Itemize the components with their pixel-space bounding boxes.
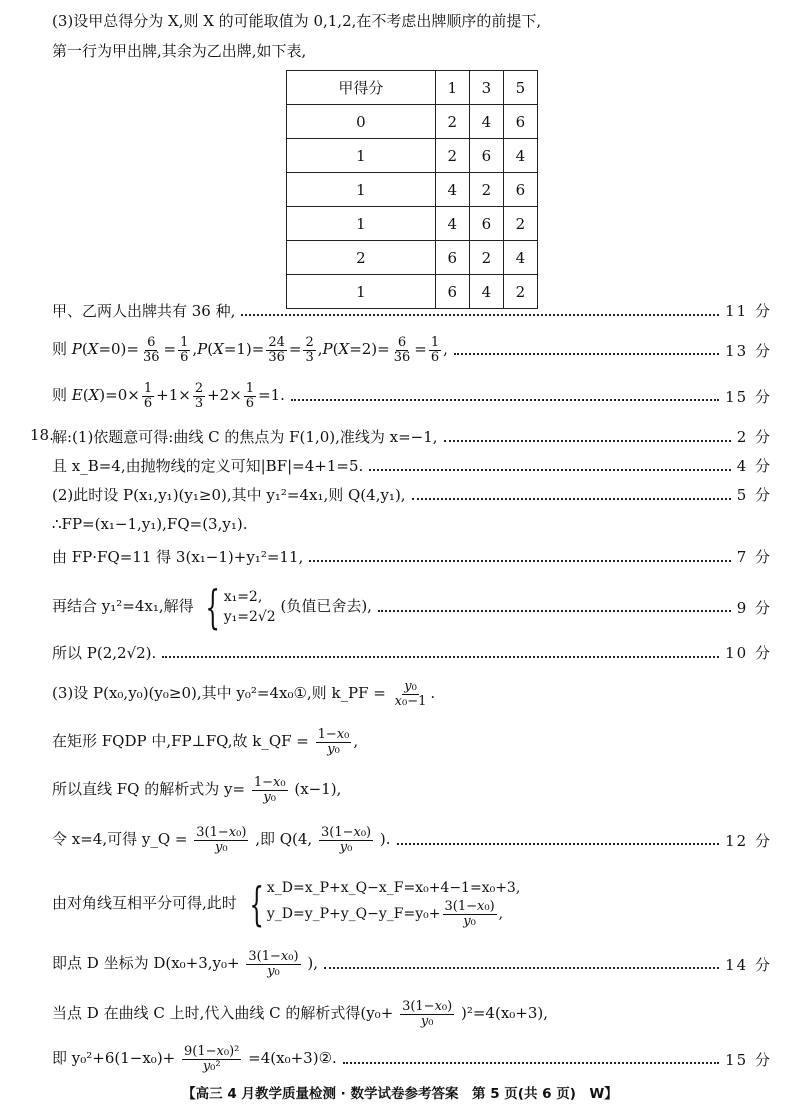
q18-line-10: [52, 776, 772, 804]
table-cell: 5: [503, 71, 537, 105]
suffix-text: (x−1),: [294, 780, 342, 799]
q18-line-6: [52, 580, 772, 634]
table-cell: 1: [435, 71, 469, 105]
leader-dots: [412, 498, 731, 500]
prefix-text: 由对角线互相平分可得,此时: [52, 894, 237, 913]
prefix-text: 所以直线 FQ 的解析式为 y=: [52, 780, 246, 799]
q17-line-2: [52, 336, 772, 364]
q18-line-1: [52, 426, 772, 447]
q17-probabilities: 则 P(X=0)= $\frac{6}{36}$ = $\frac{1}{6}$ ,P(X=1)= $\frac{24}{36}$ = $\frac{2}{3}$ ,P(X=2)= $\frac{6}{36}$ = $\frac{1}{6}$ ,: [52, 335, 448, 365]
q18-diagonal: [52, 877, 521, 932]
table-cell: 1: [287, 139, 436, 173]
table-cell: 4: [503, 139, 537, 173]
suffix-text: )²=4(x₀+3),: [461, 1004, 549, 1023]
q18-line-5: [52, 546, 772, 567]
mid-text: ,即 Q(4,: [255, 830, 313, 849]
score-label: 10 分: [725, 644, 772, 662]
score-label: 15 分: [725, 1050, 772, 1069]
score-label: 2 分: [736, 428, 772, 446]
table-cell: 2: [469, 241, 503, 275]
score-label: 9 分: [736, 598, 772, 617]
table-cell: 2: [287, 241, 436, 275]
table-cell: 2: [435, 105, 469, 139]
table-cell: 0: [287, 105, 436, 139]
intro-line-2: 第一行为甲出牌,其余为乙出牌,如下表,: [52, 42, 307, 60]
leader-dots: [378, 610, 731, 612]
prefix-text: 则: [52, 340, 68, 359]
prefix-text: 即 y₀²+6(1−x₀)+: [52, 1049, 176, 1068]
table-cell: 6: [503, 173, 537, 207]
table-cell: 4: [503, 241, 537, 275]
table-cell: 6: [503, 105, 537, 139]
q18-line-12: [52, 877, 772, 932]
brace-diagonal: { x_D=x_P+x_Q−x_F=x₀+4−1=x₀+3, y_D=y_P+y_Q−y_F=y₀+ $\frac{\text{3(1−x₀)}}{\text{y₀}}$ ,: [248, 877, 521, 932]
leader-dots: [444, 440, 731, 442]
table-cell: 6: [435, 241, 469, 275]
q17-expectation: 则 E(X)=0× $\frac{1}{6}$ +1× $\frac{2}{3}$ +2× $\frac{1}{6}$ =1.: [52, 381, 285, 411]
leader-dots: [324, 967, 719, 969]
table-header-row: [287, 71, 538, 105]
system-row-2: y₁=2√2: [223, 609, 276, 625]
score-table: [286, 70, 538, 309]
q17-text-1: 甲、乙两人出牌共有 36 种,: [52, 302, 236, 320]
table-cell: 2: [503, 275, 537, 309]
q18-text-7: 所以 P(2,2√2).: [52, 644, 157, 662]
score-label: 5 分: [736, 486, 772, 504]
leader-dots: [454, 353, 719, 355]
score-label: 4 分: [736, 457, 772, 475]
table-cell: 6: [469, 139, 503, 173]
q18-line-14: [52, 1000, 772, 1028]
prefix-text: 当点 D 在曲线 C 上时,代入曲线 C 的解析式得(y₀+: [52, 1004, 394, 1023]
table-cell: 2: [503, 207, 537, 241]
q18-point-d: 即点 D 坐标为 D(x₀+3,y₀+ $\frac{\text{3(1−x₀)}}{\text{y₀}}$ ),: [52, 949, 318, 979]
prefix-text: 再结合 y₁²=4x₁,解得: [52, 597, 194, 615]
prefix-text: 令 x=4,可得 y_Q =: [52, 830, 188, 849]
table-row: [287, 139, 538, 173]
q18-line-fq: 所以直线 FQ 的解析式为 y= $\frac{\text{1−x₀}}{\text{y₀}}$ (x−1),: [52, 775, 342, 805]
page-footer: 【高三 4 月教学质量检测 · 数学试卷参考答案 第 5 页(共 6 页) W】: [182, 1086, 618, 1102]
diagonal-row-1: x_D=x_P+x_Q−x_F=x₀+4−1=x₀+3,: [266, 880, 521, 896]
leader-dots: [369, 469, 730, 471]
table-cell: 4: [469, 105, 503, 139]
table-cell: 6: [435, 275, 469, 309]
table-cell: 2: [435, 139, 469, 173]
q18-substitute: 当点 D 在曲线 C 上时,代入曲线 C 的解析式得(y₀+ $\frac{\text{3(1−x₀)}}{\text{y₀}}$ )²=4(x₀+3),: [52, 999, 549, 1029]
q18-line-9: [52, 728, 772, 756]
prefix-text: 则: [52, 386, 68, 405]
table-cell: 甲得分: [287, 71, 436, 105]
table-row: [287, 105, 538, 139]
q18-line-8: [52, 680, 772, 708]
q18-point-q: 令 x=4,可得 y_Q = $\frac{\text{3(1−x₀)}}{\text{y₀}}$ ,即 Q(4, $\frac{\text{3(1−x₀)}}{\text{y₀}}$ ).: [52, 825, 391, 855]
q18-line-7: [52, 642, 772, 663]
score-label: 14 分: [725, 955, 772, 974]
table-cell: 1: [287, 173, 436, 207]
q18-final-eq: 即 y₀²+6(1−x₀)+ $\frac{\text{9(1−x₀)²}}{\text{y₀²}}$ =4(x₀+3)②.: [52, 1044, 337, 1074]
leader-dots: [397, 843, 720, 845]
q18-line-13: [52, 950, 772, 978]
leader-dots: [241, 314, 719, 316]
q18-system: [52, 580, 372, 634]
q18-line-15: [52, 1045, 772, 1073]
table-cell: 1: [287, 207, 436, 241]
prefix-text: 在矩形 FQDP 中,FP⊥FQ,故 k_QF =: [52, 732, 309, 751]
table-cell: 4: [469, 275, 503, 309]
q18-text-4: ∴FP=(x₁−1,y₁),FQ=(3,y₁).: [52, 515, 248, 533]
q18-line-4: [52, 515, 772, 533]
table-cell: 1: [287, 275, 436, 309]
leader-dots: [343, 1062, 719, 1064]
score-label: 15 分: [725, 387, 772, 406]
score-label: 7 分: [736, 548, 772, 566]
q18-line-11: [52, 826, 772, 854]
q18-text-2: 且 x_B=4,由抛物线的定义可知|BF|=4+1=5.: [52, 457, 364, 475]
score-label: 11 分: [725, 302, 772, 320]
q18-text-5: 由 FP·FQ=11 得 3(x₁−1)+y₁²=11,: [52, 548, 304, 566]
suffix-text: =4(x₀+3)②.: [248, 1049, 337, 1068]
table-cell: 4: [435, 207, 469, 241]
table-cell: 4: [435, 173, 469, 207]
leader-dots: [309, 560, 730, 562]
score-label: 12 分: [725, 831, 772, 850]
intro-line-1: (3)设甲总得分为 X,则 X 的可能取值为 0,1,2,在不考虑出牌顺序的前提下,: [52, 12, 542, 30]
q17-line-1: [52, 300, 772, 321]
q18-slope-qf: 在矩形 FQDP 中,FP⊥FQ,故 k_QF = $\frac{\text{1−x₀}}{\text{y₀}}$ ,: [52, 727, 359, 757]
table-row: [287, 207, 538, 241]
prefix-text: (3)设 P(x₀,y₀)(y₀≥0),其中 y₀²=4x₀①,则 k_PF =: [52, 684, 386, 703]
suffix-text: (负值已舍去),: [280, 597, 372, 615]
prefix-text: 即点 D 坐标为 D(x₀+3,y₀+: [52, 954, 240, 973]
diagonal-row-2: y_D=y_P+y_Q−y_F=y₀+: [266, 906, 441, 923]
suffix-text: ),: [307, 954, 318, 973]
system-row-1: x₁=2,: [223, 589, 263, 605]
q18-number: 18.: [30, 426, 54, 444]
leader-dots: [291, 399, 719, 401]
q18-slope-pf: (3)设 P(x₀,y₀)(y₀≥0),其中 y₀²=4x₀①,则 k_PF = $\frac{\text{y₀}}{\text{x₀−1}}$ .: [52, 679, 436, 709]
score-label: 13 分: [725, 341, 772, 360]
q18-line-2: [52, 455, 772, 476]
brace-system: { x₁=2, y₁=2√2: [205, 580, 276, 634]
table-cell: 2: [469, 173, 503, 207]
suffix-text: ).: [379, 830, 391, 849]
table-row: [287, 241, 538, 275]
q18-text-3: (2)此时设 P(x₁,y₁)(y₁≥0),其中 y₁²=4x₁,则 Q(4,y₁),: [52, 486, 406, 504]
table-cell: 6: [469, 207, 503, 241]
q17-line-3: [52, 382, 772, 410]
table-row: [287, 173, 538, 207]
q18-text-1: 解:(1)依题意可得:曲线 C 的焦点为 F(1,0),准线为 x=−1,: [52, 428, 438, 446]
table-cell: 3: [469, 71, 503, 105]
q18-line-3: [52, 484, 772, 505]
leader-dots: [162, 656, 719, 658]
